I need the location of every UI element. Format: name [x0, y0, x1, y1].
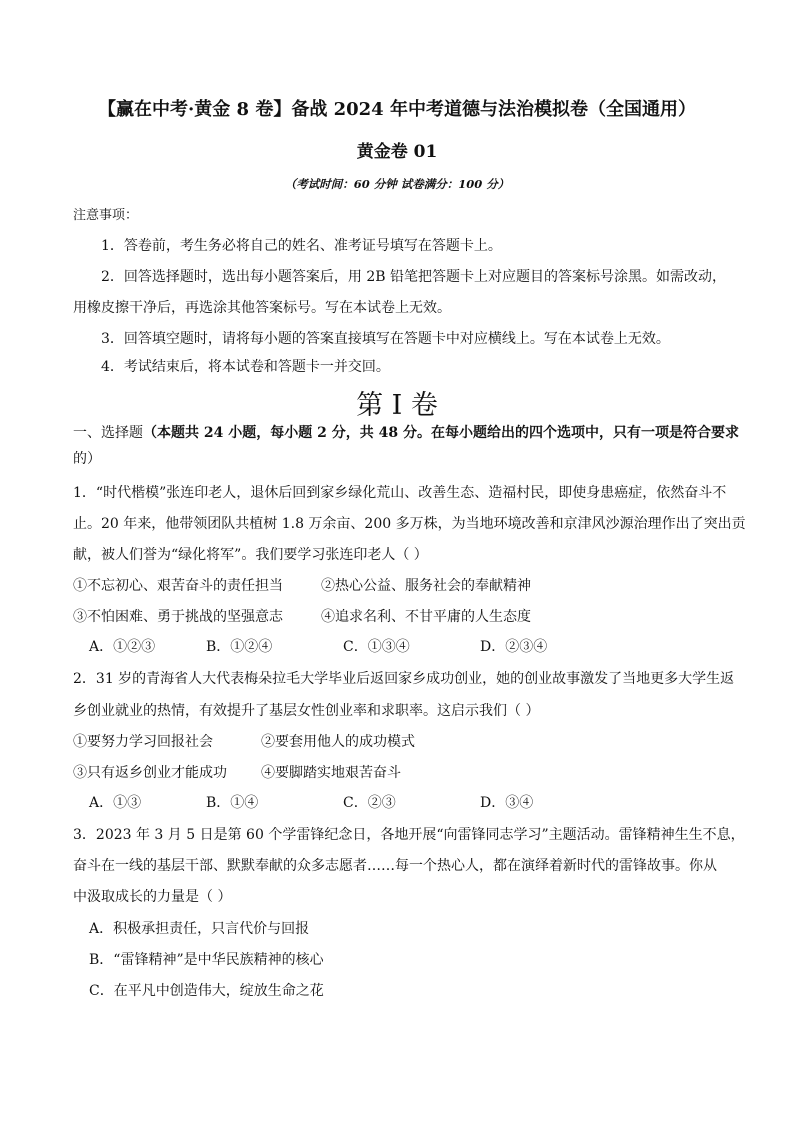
section-label: 一、选择题 [73, 425, 143, 441]
note-item: 3．回答填空题时，请将每小题的答案直接填写在答题卡中对应横线上。写在本试卷上无效。 [101, 331, 670, 347]
statement: ①要努力学习回报社会 [73, 734, 213, 750]
notes-heading: 注意事项： [73, 208, 139, 223]
question-line: 止。20 年来，他带领团队共植树 1.8 万余亩、200 多万株，为当地环境改善和京津风沙源治理作出了突出贡 [73, 516, 746, 532]
option-c[interactable]: C．在平凡中创造伟大，绽放生命之花 [89, 983, 324, 999]
question-line: 3．2023 年 3 月 5 日是第 60 个学雷锋纪念日，各地开展“向雷锋同志学习”主题活动。雷锋精神生生不息， [73, 827, 745, 843]
note-item: 用橡皮擦干净后，再选涂其他答案标号。写在本试卷上无效。 [73, 300, 451, 316]
statement: ④追求名利、不甘平庸的人生态度 [321, 609, 531, 625]
statement-row [73, 577, 531, 595]
option-c[interactable]: C．①③④ [343, 639, 410, 655]
option-d[interactable]: D．②③④ [480, 639, 548, 655]
option-a[interactable]: A．①②③ [89, 639, 156, 655]
volume-title: 第 I 卷 [356, 390, 438, 421]
option-row [89, 638, 547, 656]
option-b[interactable]: B．“雷锋精神”是中华民族精神的核心 [89, 952, 324, 968]
exam-title: 【赢在中考·黄金 8 卷】备战 2024 年中考道德与法治模拟卷（全国通用） [98, 99, 696, 120]
option-b[interactable]: B．①④ [206, 795, 259, 811]
exam-info: （考试时间：60 分钟 试卷满分：100 分） [284, 177, 510, 191]
section-desc-end: 的） [73, 451, 101, 467]
section-header [73, 424, 739, 442]
option-row [89, 794, 533, 812]
statement-row [73, 608, 531, 626]
statement: ③只有返乡创业才能成功 [73, 765, 227, 781]
statement-row [73, 733, 415, 751]
statement: ②热心公益、服务社会的奉献精神 [321, 578, 531, 594]
question-line: 中汲取成长的力量是（ ） [73, 889, 232, 905]
statement: ②要套用他人的成功模式 [261, 734, 415, 750]
note-item: 4．考试结束后，将本试卷和答题卡一并交回。 [101, 359, 390, 375]
question-line: 2．31 岁的青海省人大代表梅朵拉毛大学毕业后返回家乡成功创业，她的创业故事激发了当地更多大学生返 [73, 671, 735, 687]
option-b[interactable]: B．①②④ [206, 639, 273, 655]
question-line: 1．“时代楷模”张连印老人，退休后回到家乡绿化荒山、改善生态、造福村民，即使身患癌症，依然奋斗不 [73, 485, 727, 501]
option-d[interactable]: D．③④ [480, 795, 534, 811]
question-line: 奋斗在一线的基层干部、默默奉献的众多志愿者……每一个热心人，都在演绎着新时代的雷锋故事。你从 [73, 858, 717, 874]
statement: ③不怕困难、勇于挑战的坚强意志 [73, 609, 283, 625]
option-a[interactable]: A．①③ [89, 795, 142, 811]
section-desc: （本题共 24 小题，每小题 2 分，共 48 分。在每小题给出的四个选项中，只有一项是符合要求 [143, 425, 739, 441]
option-a[interactable]: A．积极承担责任，只言代价与回报 [89, 921, 310, 937]
note-item: 1．答卷前，考生务必将自己的姓名、准考证号填写在答题卡上。 [101, 238, 502, 254]
statement: ①不忘初心、艰苦奋斗的责任担当 [73, 578, 283, 594]
question-line: 乡创业就业的热情，有效提升了基层女性创业率和求职率。这启示我们（ ） [73, 703, 540, 719]
exam-subtitle: 黄金卷 01 [356, 142, 438, 162]
statement: ④要脚踏实地艰苦奋斗 [261, 765, 401, 781]
question-line: 献，被人们誉为“绿化将军”。我们要学习张连印老人（ ） [73, 547, 428, 563]
statement-row [73, 764, 401, 782]
note-item: 2．回答选择题时，选出每小题答案后，用 2B 铅笔把答题卡上对应题目的答案标号涂黑。如需改动， [101, 269, 727, 285]
option-c[interactable]: C．②③ [343, 795, 396, 811]
